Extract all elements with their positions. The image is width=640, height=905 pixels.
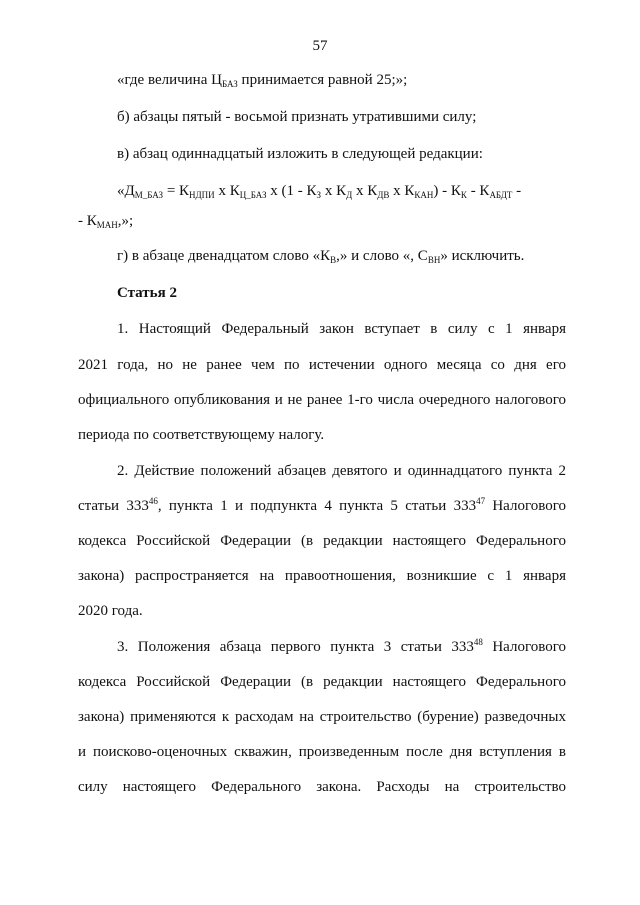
article-item-2-line-4: закона) распространяется на правоотношения, возникшие с 1 января (78, 568, 566, 584)
paragraph-v: в) абзац одиннадцатый изложить в следующей редакции: (117, 146, 483, 162)
formula-line-1: «$Д_{М\_БАЗ} = К_{НДПИ}$ х $К_{Ц\_БАЗ}$ х ($1 - К_З$ х $К_Д$ х $К_{ДВ}$ х $К_{КАН}) - К_К - К_{АБДТ}$ - (117, 183, 522, 200)
article-item-3-line-2: кодекса Российской Федерации (в редакции настоящего Федерального (78, 674, 566, 690)
article-item-1-line-2: 2021 года, но не ранее чем по истечении одного месяца со дня его (78, 357, 566, 373)
formula-line-2: - $К_{МАН}$,»; (78, 213, 134, 230)
article-item-2-line-5: 2020 года. (78, 603, 143, 619)
article-item-3-line-1: 3. Положения абзаца первого пункта 3 статьи $333^{48}$ Налогового (117, 637, 566, 655)
article-item-2-line-3: кодекса Российской Федерации (в редакции настоящего Федерального (78, 533, 566, 549)
article-item-1-line-4: периода по соответствующему налогу. (78, 427, 325, 443)
paragraph-b: б) абзацы пятый - восьмой признать утратившими силу; (117, 109, 477, 125)
article-item-3-line-5: силу настоящего Федерального закона. Расходы на строительство (78, 779, 566, 795)
article-item-3-line-3: закона) применяются к расходам на строительство (бурение) разведочных (78, 709, 566, 725)
article-item-1-line-1: 1. Настоящий Федеральный закон вступает в силу с 1 января (117, 321, 566, 337)
paragraph-definition: «где величина $Ц_{БАЗ}$ принимается равной 25;»; (117, 72, 408, 89)
article-item-2-line-1: 2. Действие положений абзацев девятого и одиннадцатого пункта 2 (117, 463, 566, 479)
article-heading: Статья 2 (117, 285, 177, 301)
article-item-3-line-4: и поисково-оценочных скважин, произведенным после дня вступления в (78, 744, 566, 760)
paragraph-g: г) в абзаце двенадцатом слово «$К_В$,» и слово «, $С_{ВН}$» исключить. (117, 248, 525, 265)
article-item-2-line-2: статьи $333^{46}$, пункта 1 и подпункта 4 пункта 5 статьи $333^{47}$ Налогового (78, 496, 566, 514)
page-number: 57 (312, 38, 328, 54)
article-item-1-line-3: официального опубликования и не ранее 1-го числа очередного налогового (78, 392, 566, 408)
